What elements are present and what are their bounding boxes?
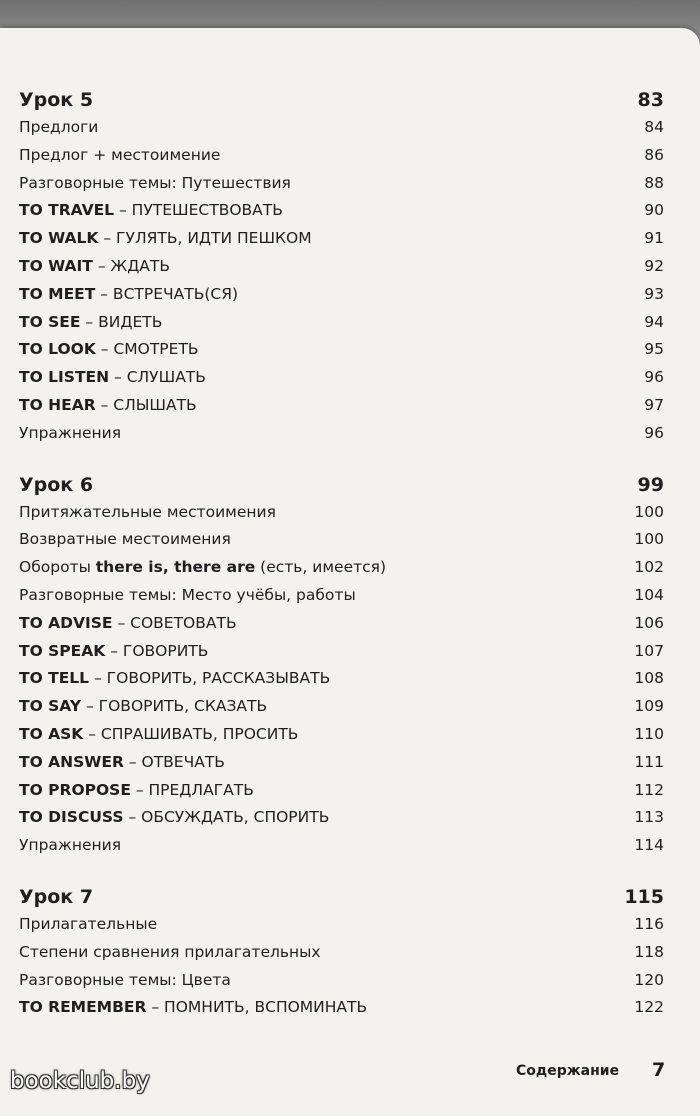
entry-verb: TO PROPOSE <box>19 780 131 799</box>
entry-translation: – ПРЕДЛАГАТЬ <box>130 780 254 799</box>
entry-page: 118 <box>634 942 664 961</box>
entry-translation: – СЛЫШАТЬ <box>95 395 197 414</box>
entry-title <box>19 281 238 309</box>
entry-translation: – ГОВОРИТЬ, РАССКАЗЫВАТЬ <box>89 669 331 688</box>
entry-translation: – ПОМНИТЬ, ВСПОМИНАТЬ <box>146 998 368 1017</box>
toc-entry <box>19 939 664 967</box>
entry-title: Прилагательные <box>19 914 158 933</box>
entry-verb: TO WAIT <box>19 256 93 275</box>
entry-title <box>19 197 283 225</box>
lesson-title: Урок 6 <box>19 473 94 496</box>
lesson-page: 99 <box>637 473 664 496</box>
entry-page: 116 <box>634 914 664 933</box>
entry-verb: TO LISTEN <box>19 368 110 387</box>
entry-page: 114 <box>634 836 664 855</box>
entry-page: 92 <box>644 256 664 275</box>
toc-entry <box>19 197 664 225</box>
entry-title <box>19 225 312 253</box>
entry-translation: – ПУТЕШЕСТВОВАТЬ <box>114 201 283 220</box>
entry-title <box>19 336 199 364</box>
book-page <box>0 28 700 1116</box>
toc-entry <box>19 420 664 448</box>
entry-verb: TO REMEMBER <box>19 998 147 1017</box>
entry-title: Предлог + местоимение <box>19 145 221 164</box>
entry-page: 104 <box>634 585 664 604</box>
entry-page: 96 <box>644 368 664 387</box>
entry-verb: TO SPEAK <box>19 641 106 660</box>
lesson-page: 83 <box>637 89 664 111</box>
entry-title <box>19 638 208 666</box>
entry-title <box>19 554 386 582</box>
toc-entry <box>19 911 664 939</box>
toc-entry <box>19 610 664 638</box>
footer-section-title: Содержание <box>516 1063 620 1079</box>
entry-title <box>19 309 162 337</box>
entry-verb: TO ANSWER <box>19 752 124 771</box>
footer-page-number: 7 <box>652 1059 666 1081</box>
entry-translation: – СОВЕТОВАТЬ <box>112 613 237 632</box>
entry-page: 94 <box>644 312 664 331</box>
toc-entry <box>19 832 664 860</box>
toc-entry <box>19 142 664 170</box>
entry-page: 96 <box>644 423 664 442</box>
entry-verb: TO SEE <box>19 312 81 331</box>
toc-entry <box>19 777 664 805</box>
entry-verb: TO DISCUSS <box>19 808 124 827</box>
entry-title: Упражнения <box>19 836 122 855</box>
toc-entry <box>19 526 664 554</box>
toc-entry <box>19 114 664 142</box>
entry-page: 97 <box>644 395 664 414</box>
entry-page: 111 <box>634 752 664 771</box>
entry-verb: TO LOOK <box>19 340 96 359</box>
entry-verb: TO MEET <box>19 284 96 303</box>
toc-entry <box>19 253 664 281</box>
entry-title <box>19 994 367 1022</box>
entry-title: Притяжательные местоимения <box>19 502 276 521</box>
lesson-title: Урок 5 <box>19 89 94 111</box>
toc-entry <box>19 804 664 832</box>
entry-page: 108 <box>634 669 664 688</box>
entry-translation: – ЖДАТЬ <box>92 256 171 275</box>
entry-page: 112 <box>634 780 664 799</box>
entry-page: 113 <box>634 808 664 827</box>
entry-translation: – ГОВОРИТЬ <box>105 641 209 660</box>
entry-verb: TO SAY <box>19 697 82 716</box>
entry-translation: – СМОТРЕТЬ <box>95 340 199 359</box>
entry-translation: – ВСТРЕЧАТЬ(СЯ) <box>95 284 239 303</box>
entry-page: 100 <box>634 530 664 549</box>
entry-page: 95 <box>644 340 664 359</box>
toc-entry <box>19 392 664 420</box>
entry-title: Возвратные местоимения <box>19 530 231 549</box>
entry-title <box>19 610 237 638</box>
entry-title: Предлоги <box>19 118 99 136</box>
entry-page: 91 <box>644 229 664 248</box>
lesson-heading <box>19 86 664 114</box>
entry-title <box>19 777 254 805</box>
entry-title <box>19 392 197 420</box>
entry-translation: – ГОВОРИТЬ, СКАЗАТЬ <box>81 697 268 716</box>
toc-entry <box>19 721 664 749</box>
entry-page: 122 <box>634 998 664 1017</box>
entry-title: Упражнения <box>19 423 122 442</box>
lesson-heading <box>19 883 664 911</box>
entry-title <box>19 804 329 832</box>
entry-translation: – ОБСУЖДАТЬ, СПОРИТЬ <box>123 808 330 827</box>
entry-title <box>19 749 225 777</box>
entry-verb: TO TELL <box>19 669 90 688</box>
entry-verb: TO ASK <box>19 724 84 743</box>
toc-entry <box>19 364 664 392</box>
entry-page: 102 <box>634 558 664 577</box>
entry-translation: – ВИДЕТЬ <box>80 312 163 331</box>
entry-title: Разговорные темы: Цвета <box>19 970 231 989</box>
lesson-heading <box>19 471 664 499</box>
entry-title: Степени сравнения прилагательных <box>19 942 321 961</box>
entry-page: 90 <box>644 201 664 220</box>
entry-page: 86 <box>644 145 664 164</box>
toc-entry <box>19 336 664 364</box>
entry-page: 120 <box>634 970 664 989</box>
entry-page: 93 <box>644 284 664 303</box>
toc-entry <box>19 693 664 721</box>
entry-title <box>19 253 170 281</box>
entry-title <box>19 721 298 749</box>
toc-entry <box>19 967 664 995</box>
entry-bold-phrase: there is, there are <box>95 558 256 577</box>
toc-entry <box>19 749 664 777</box>
entry-title: Разговорные темы: Место учёбы, работы <box>19 585 356 604</box>
entry-page: 106 <box>634 613 664 632</box>
entry-page: 88 <box>644 173 664 192</box>
lesson-page: 115 <box>624 885 664 908</box>
toc-entry <box>19 638 664 666</box>
entry-page: 107 <box>634 641 664 660</box>
toc-entry <box>19 309 664 337</box>
entry-title <box>19 665 330 693</box>
table-of-contents <box>19 86 664 1022</box>
entry-text: Обороты <box>19 558 96 577</box>
toc-entry <box>19 994 664 1022</box>
entry-page: 110 <box>634 724 664 743</box>
entry-verb: TO ADVISE <box>19 613 113 632</box>
toc-entry <box>19 499 664 527</box>
entry-page: 84 <box>644 118 664 136</box>
entry-translation: – СЛУШАТЬ <box>109 368 206 387</box>
watermark-text: bookclub.by <box>10 1068 150 1094</box>
entry-verb: TO TRAVEL <box>19 201 115 220</box>
toc-entry <box>19 225 664 253</box>
entry-title: Разговорные темы: Путешествия <box>19 173 291 192</box>
entry-translation: – ОТВЕЧАТЬ <box>123 752 225 771</box>
entry-page: 100 <box>634 502 664 521</box>
entry-translation: – ГУЛЯТЬ, ИДТИ ПЕШКОМ <box>98 229 312 248</box>
toc-entry <box>19 170 664 198</box>
toc-entry <box>19 554 664 582</box>
entry-note: (есть, имеется) <box>255 558 387 577</box>
entry-verb: TO WALK <box>19 229 99 248</box>
entry-translation: – СПРАШИВАТЬ, ПРОСИТЬ <box>83 724 299 743</box>
lesson-title: Урок 7 <box>19 885 94 908</box>
entry-title <box>19 693 267 721</box>
toc-entry <box>19 281 664 309</box>
entry-title <box>19 364 206 392</box>
toc-entry <box>19 665 664 693</box>
entry-page: 109 <box>634 697 664 716</box>
toc-entry <box>19 582 664 610</box>
entry-verb: TO HEAR <box>19 395 96 414</box>
